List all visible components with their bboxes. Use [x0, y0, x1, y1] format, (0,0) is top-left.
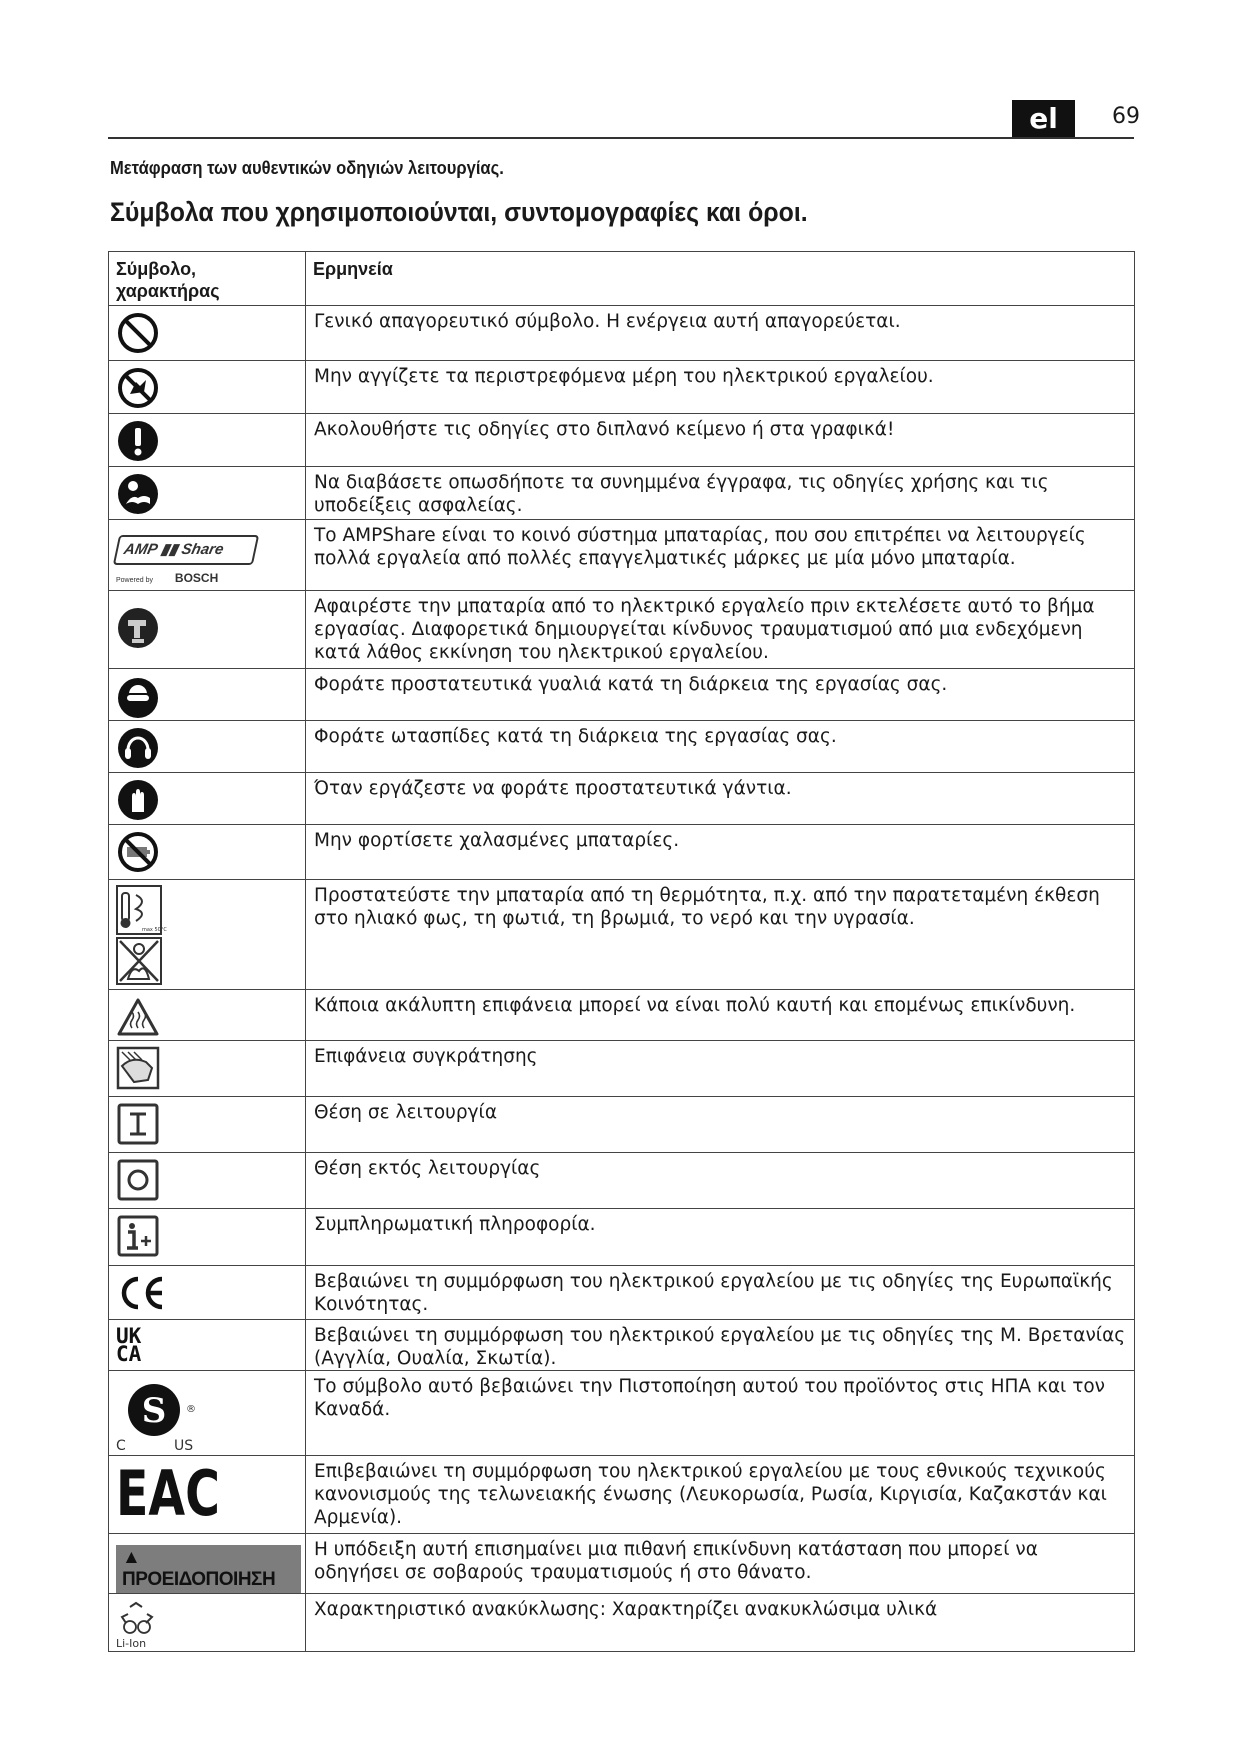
- table-row: [109, 520, 1135, 591]
- row-text: Μην φορτίσετε χαλασμένες μπαταρίες.: [306, 825, 1135, 880]
- table-row: [109, 591, 1135, 669]
- li-ion-text: Li-Ion: [116, 1637, 147, 1650]
- symbols-table: [108, 251, 1135, 1652]
- no-charge-damaged-battery-icon: [116, 830, 160, 874]
- table-row: [109, 1534, 1135, 1594]
- row-text: Προστατεύστε την μπαταρία από τη θερμότητα, π.χ. από την παρατεταμένη έκθεση στο ηλιακό φως, τη φωτιά, τη βρωμιά, το νερό και την υγρασία.: [306, 880, 1135, 990]
- header-rule: [108, 137, 1134, 139]
- page-number: 69: [1112, 104, 1140, 129]
- ampshare-logo-icon: AMP ▮▮ Share: [113, 535, 259, 565]
- language-badge: el: [1012, 100, 1075, 138]
- table-row: [109, 1209, 1135, 1266]
- section-title: Σύμβολα που χρησιμοποιούνται, συντομογραφίες και όροι.: [110, 197, 808, 227]
- max-temp-text: max 50°C: [142, 927, 167, 933]
- prohibition-icon: [116, 311, 160, 355]
- hot-surface-icon: [116, 995, 160, 1039]
- row-text: Το σύμβολο αυτό βεβαιώνει την Πιστοποίηση αυτού του προϊόντος στις ΗΠΑ και τον Καναδά.: [306, 1371, 1135, 1456]
- protect-battery-heat-icon: [116, 885, 167, 985]
- info-icon: [116, 1214, 160, 1258]
- row-text: Συμπληρωματική πληροφορία.: [306, 1209, 1135, 1266]
- exclamation-icon: [116, 419, 160, 463]
- row-text: Μην αγγίζετε τα περιστρεφόμενα μέρη του ηλεκτρικού εργαλείου.: [306, 361, 1135, 414]
- table-row: [109, 1041, 1135, 1097]
- table-row: [109, 1320, 1135, 1371]
- table-row: [109, 825, 1135, 880]
- row-text: Γενικό απαγορευτικό σύμβολο. Η ενέργεια αυτή απαγορεύεται.: [306, 306, 1135, 361]
- recycling-li-ion-icon: [116, 1599, 160, 1649]
- table-row: [109, 1594, 1135, 1652]
- table-row: [109, 414, 1135, 467]
- row-text: Η υπόδειξη αυτή επισημαίνει μια πιθανή επικίνδυνη κατάσταση που μπορεί να οδηγήσει σε σοβαρούς τραυματισμούς ή στο θάνατο.: [306, 1534, 1135, 1594]
- ukca-mark-icon: [116, 1324, 301, 1366]
- csa-mark-icon: [116, 1376, 206, 1454]
- row-text: Θέση εκτός λειτουργίας: [306, 1153, 1135, 1209]
- row-text: Φοράτε προστατευτικά γυαλιά κατά τη διάρκεια της εργασίας σας.: [306, 669, 1135, 721]
- ukca-bottom-text: CA: [116, 1342, 142, 1366]
- table-row: [109, 1371, 1135, 1456]
- table-row: [109, 880, 1135, 990]
- table-row: [109, 721, 1135, 773]
- row-text: Το AMPShare είναι το κοινό σύστημα μπαταρίας, που σου επιτρέπει να λειτουργείς πολλά εργαλεία από πολλές επαγγελματικές μάρκες με μία μόνο μπαταρία.: [306, 520, 1135, 591]
- ear-protection-icon: [116, 726, 160, 770]
- table-row: [109, 990, 1135, 1041]
- on-position-icon: [116, 1102, 160, 1146]
- amp-text: AMP: [122, 541, 159, 558]
- table-row: [109, 773, 1135, 825]
- table-row: [109, 467, 1135, 520]
- read-manual-icon: [116, 472, 160, 516]
- row-text: Θέση σε λειτουργία: [306, 1097, 1135, 1153]
- csa-reg-text: ®: [186, 1404, 196, 1415]
- csa-c-text: C: [116, 1438, 126, 1454]
- table-row: [109, 1097, 1135, 1153]
- column-header-symbol: Σύμβολο, χαρακτήρας: [109, 252, 306, 306]
- table-header-row: [109, 252, 1135, 306]
- svg-text:S: S: [141, 1391, 167, 1431]
- row-text: Βεβαιώνει τη συμμόρφωση του ηλεκτρικού εργαλείου με τις οδηγίες της Ευρωπαϊκής Κοινότητας.: [306, 1266, 1135, 1320]
- row-text: Φοράτε ωτασπίδες κατά τη διάρκεια της εργασίας σας.: [306, 721, 1135, 773]
- share-text: Share: [179, 541, 226, 558]
- row-text: Επιφάνεια συγκράτησης: [306, 1041, 1135, 1097]
- gloves-icon: [116, 778, 160, 822]
- remove-battery-icon: [116, 606, 160, 650]
- csa-us-text: US: [174, 1438, 194, 1454]
- row-text: Βεβαιώνει τη συμμόρφωση του ηλεκτρικού εργαλείου με τις οδηγίες της Μ. Βρετανίας (Αγγλία, Ουαλία, Σκωτία).: [306, 1320, 1135, 1371]
- row-text: Χαρακτηριστικό ανακύκλωσης: Χαρακτηρίζει ανακυκλώσιμα υλικά: [306, 1594, 1135, 1652]
- table-row: [109, 1456, 1135, 1534]
- ce-mark-icon: [116, 1271, 170, 1315]
- eac-mark-icon: EAC: [116, 1457, 220, 1530]
- document-subtitle: Μετάφραση των αυθεντικών οδηγιών λειτουργίας.: [110, 158, 504, 178]
- table-row: [109, 1153, 1135, 1209]
- warning-badge-icon: ▲ ΠΡΟΕΙΔΟΠΟΙΗΣΗ: [116, 1545, 301, 1593]
- safety-glasses-icon: [116, 676, 160, 720]
- ukca-top-text: UK: [116, 1324, 142, 1348]
- row-text: Όταν εργάζεστε να φοράτε προστατευτικά γάντια.: [306, 773, 1135, 825]
- table-row: [109, 306, 1135, 361]
- table-row: [109, 361, 1135, 414]
- column-header-meaning: Ερμηνεία: [306, 252, 1135, 306]
- off-position-icon: [116, 1158, 160, 1202]
- table-row: [109, 1266, 1135, 1320]
- bosch-text: BOSCH: [174, 571, 219, 585]
- table-row: [109, 669, 1135, 721]
- row-text: Αφαιρέστε την μπαταρία από το ηλεκτρικό εργαλείο πριν εκτελέσετε αυτό το βήμα εργασίας. Διαφορετικά δημιουργείται κίνδυνος τραυματισμού από μια ενδεχόμενη κατά λάθος εκκίνηση του ηλεκτρικού εργαλείου.: [306, 591, 1135, 669]
- warning-badge-text: ΠΡΟΕΙΔΟΠΟΙΗΣΗ: [122, 1569, 276, 1590]
- row-text: Επιβεβαιώνει τη συμμόρφωση του ηλεκτρικού εργαλείου με τους εθνικούς τεχνικούς κανονισμούς της τελωνειακής ένωσης (Λευκορωσία, Ρωσία, Κιργισία, Καζακστάν και Αρμενία).: [306, 1456, 1135, 1534]
- no-touch-rotating-parts-icon: [116, 366, 160, 410]
- row-text: Κάποια ακάλυπτη επιφάνεια μπορεί να είναι πολύ καυτή και επομένως επικίνδυνη.: [306, 990, 1135, 1041]
- powered-by-text: Powered by: [116, 577, 153, 584]
- row-text: Ακολουθήστε τις οδηγίες στο διπλανό κείμενο ή στα γραφικά!: [306, 414, 1135, 467]
- grip-surface-icon: [116, 1046, 160, 1090]
- row-text: Να διαβάσετε οπωσδήποτε τα συνημμένα έγγραφα, τις οδηγίες χρήσης και τις υποδείξεις ασφαλείας.: [306, 467, 1135, 520]
